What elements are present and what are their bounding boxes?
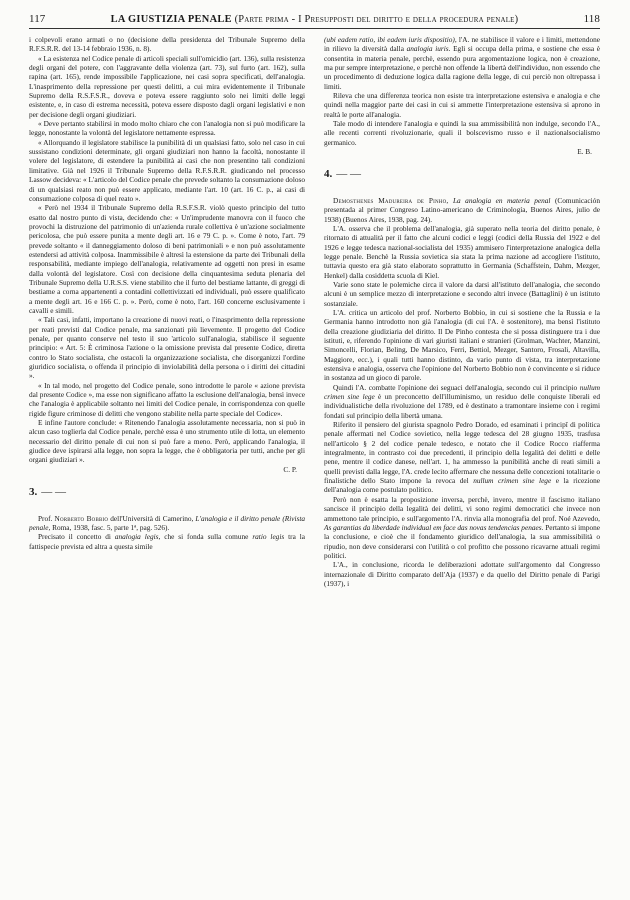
journal-name: (Rivista penale,	[29, 513, 306, 532]
citation-paragraph	[29, 514, 305, 533]
text-run: , l'A. ne stabilisce il valore e i limiti, mettendone in rilievo la diversità dalla	[324, 35, 600, 54]
citation-paragraph	[324, 196, 600, 224]
paragraph	[324, 35, 600, 91]
italic-term: As garantias da liberdade individual em face das novas tendencias penaes	[324, 522, 542, 532]
italic-term: (ubi eadem ratio, ibi eadem iuris dispositio)	[324, 35, 455, 44]
paragraph: « Però nel 1934 il Tribunale Supremo della R.S.F.S.R. violò questo principio del tutto esatto dal nostro punto di vista, decidendo che: « Un'imprudente manovra con il fuoco che provochi la distruzione del patrimonio di un'azienda rurale collettiva è un'azione socialmente pericolosa, che può essere punita a mente degli art. 16 e 79 C. p. ». Come è noto, l'art. 79 prevede soltanto « il danneggiamento doloso di beni patrimoniali » e non può assolutamente estendersi ad attività colposa. Inammissibile è altresì la estensione da parte dei Tribunali della responsabilità, mediante impiego dell'analogia, relativamente ad oggetti non presi in esame dalla volontà del legislatore. Così con decisione della cinquantesima seduta plenaria del Tribunale Supremo della U.R.S.S. viene stabilito che il furto del bestiame lattante, di greggi di bestiame a corna appartenenti a contadini collettivizzati ed individuali, può essere qualificato a mente degli art. 16 e 166 C. p. ». Però, come è noto, l'art. 160 concerne esclusivamente i cavalli e simili.	[29, 203, 305, 315]
italic-term: ratio legis	[252, 532, 285, 542]
author-name: Demosthenes Madureira de Pinho,	[333, 195, 449, 205]
journal-section: (Parte prima - I Presupposti del diritto e della procedura penale)	[234, 14, 519, 25]
paragraph	[324, 495, 600, 560]
page-number-right: 118	[583, 13, 600, 25]
author-name: Norberto Bobbio	[54, 513, 109, 523]
text-run: Riferito il pensiero del giurista spagnolo Pedro Dorado, ed esaminati i principî di politica penale affermati nel Codice sovietico, nella legge tedesca del 28 giugno 1935, trasfusa nell'articolo § 2 del codice penale tedesco, e notato che il Codice Rocco riafferma integralmente, in contrasto coi due precedenti, il principio della legalità dei delitti e delle pene, mentre il codice danese, nell'art. 1, ha ammesso la punibilità anche di reati simili a quelli previsti dalla legge, l'A. crede lecito affermare che nessuna delle concezioni totalitarie o finalistiche dello Stato impone la revoca del	[324, 420, 600, 486]
italic-term: analogia legis	[114, 532, 159, 542]
section-dash: — —	[336, 168, 361, 181]
left-column	[29, 35, 305, 588]
citation-text: dell'Università di Camerino,	[110, 513, 194, 523]
text-run: . Egli si occupa della prima, e sostiene che essa è consentita in materia penale, perchè, essendo pura argomentazione logica, non è creazione, ma pur sempre interpretazione, e perchè non offende la libertà dell'individuo, non essendo che un procedimento di deduzione logica dalla ragione della legge, di cui perciò non oltrepassa i limiti.	[324, 44, 601, 91]
text-run: Quindi l'A. combatte l'opinione dei seguaci dell'analogia, secondo cui il principio	[333, 382, 578, 392]
signature: C. P.	[283, 464, 297, 474]
paragraph: L'A. critica un articolo del prof. Norberto Bobbio, in cui si sostiene che la Russia e la Germania hanno introdotto non già l'analogia (di cui l'A. è sostenitore), ma bensì l'istituto della creazione giudiziaria del diritto. Il De Pinho contesta che si possa distinguere tra i due istituti, e, riferendo l'opinione di vari giuristi italiani e stranieri (Grolman, Wachter, Manzini, Simoncelli, Florian, Beling, De Marsico, Ferri, Bettiol, Mezger, Santoro, Frosali, Altavilla, Maggiore, ecc.), i quali tutti hanno distinto, da vario punto di vista, tra interpretazione estensiva e analogia, osserva che l'opinione del Norberto Bobbio non è convincente e si riduce in sostanza ad un gioco di parole.	[324, 307, 600, 383]
journal-title: LA GIUSTIZIA PENALE	[110, 14, 232, 25]
text-run: tra la fattispecie prevista ed altra a questa simile	[29, 532, 306, 551]
text-run: . Pertanto si impone la conclusione, e cioè che il fondamento giuridico dell'analogia, la sua ammissibilità o ripudio, non deve considerarsi con l'utilità o col profitto che possono ricavarne attuali regimi politici.	[324, 522, 601, 560]
article-title: La analogia en materia penal	[452, 195, 551, 205]
section-dash: — —	[41, 486, 66, 499]
section-heading-3	[29, 488, 305, 497]
paragraph: i colpevoli erano armati o no (decisione della presidenza del Tribunale Supremo della R.F.S.R.R. del 13-14 febbraio 1936, n. 8).	[29, 35, 305, 54]
section-number: 3.	[29, 486, 38, 499]
paragraph: Tale modo di intendere l'analogia e quindi la sua ammissibilità non indulge, secondo l'A., alle recenti correnti rivoluzionarie, quali il bolscevismo russo e il nazionalsocialismo germanico.	[324, 119, 600, 147]
paragraph	[29, 532, 305, 551]
article-title: L'analogia e il diritto penale	[195, 513, 281, 523]
paragraph: « Allorquando il legislatore stabilisce la punibilità di un qualsiasi fatto, solo nel caso in cui sussistano condizioni determinate, gli organi giudiziari non hanno la facoltà, nonostante il volere del legislatore, di estendere la punibilità ai casi che non presentino tali condizioni limitative. Già nel 1926 il Tribunale Supremo della R.F.S.R.R. giudicando nel processo Lassow decideva: « L'articolo del Codice penale che prevede soltanto la consumazione doloso di un qualsiasi reato non può essere applicato, mediante l'art. 10 (art. 16 C. p., ai casi di consumazione colposa di quel reato ».	[29, 137, 305, 203]
citation-text: Roma, 1938, fasc. 5, parte 1ª, pag. 526).	[52, 522, 170, 532]
paragraph: L'A. osserva che il problema dell'analogia, già superato nella teoria del diritto penale, è ritornato di attualità per il fatto che alcuni codici e leggi (codici della Russia del 1922 e del 1926 e legge tedesca nazional-socialista del 1935) ammisero l'interpretazione analogica della legge penale. Benchè la Russia sovietica sia stata la prima nazione ad accogliere l'istituto, tuttavia questo era già stato elaborato soprattutto in Germania (Schaffstein, Dahm, Mezger, Henkel) dalla cosiddetta scuola di Kiel.	[324, 223, 600, 280]
running-title	[111, 14, 519, 25]
right-column	[324, 35, 600, 588]
paragraph: « La esistenza nel Codice penale di articoli speciali sull'omicidio (art. 136), sulla resistenza degli organi del potere, con l'aggravante della violenza (art. 73), sul furto (art. 162), sulla rapina (art. 165), rende impossibile l'applicazione, nei casi sopra specificati, dell'analogia. L'inasprimento della repressione per questi delitti, a cui mira evidentemente il Tribunale Supremo della R.S.F.S.R., doveva e poteva essere raggiunto solo nei limiti delle leggi esistente, e, in caso di estrema necessità, poteva essere disposto dagli organi legislativi e non per decisione degli organi giudiziari.	[29, 53, 305, 119]
paragraph	[324, 383, 600, 420]
paragraph: L'A., in conclusione, ricorda le deliberazioni adottate sull'argomento dal Congresso internazionale di Diritto comparato dell'Aja (1937) e da quello del Diritto penale di Parigi (1937), i	[324, 560, 600, 588]
italic-term: analogia iuris	[406, 44, 449, 54]
citation-text: (Comunicación presentada al primer Congreso Latino-americano de Criminología, Buenos Aires, julio de 1938) (Buenos Aires, 1938, pag. 24).	[324, 195, 600, 224]
paragraph: « Deve pertanto stabilirsi in modo molto chiaro che con l'analogia non si può modificare la legge, nonostante la volontà del legislatore nettamente espressa.	[29, 119, 305, 138]
paragraph	[324, 420, 600, 495]
paragraph: Varie sono state le polemiche circa il valore da darsi all'istituto dell'analogia, che secondo alcuni è un semplice mezzo di interpretazione e secondo altri invece (Battaglini) è un istituto sostanziale.	[324, 279, 600, 308]
text-columns	[29, 35, 600, 588]
section-number: 4.	[324, 168, 333, 181]
text-run: Però non è esatta la proposizione inversa, perchè, invero, mentre il fascismo italiano sancisce il principio della legalità dei delitti, vi sono regimi democratici che invece non ammettono tale principio, e sull'argomento l'A. rinvia alla monografia del prof. Noé Azevedo,	[324, 494, 600, 523]
text-run: , che si fonda sulla comune	[158, 532, 249, 542]
running-header	[29, 13, 600, 29]
paragraph: E infine l'autore conclude: « Ritenendo l'analogia assolutamente necessaria, non si può in alcun caso toglierla dal Codice penale, perchè essa è uno strumento utile di lotta, un elemento necessario del diritto penale di cui non si può fare a meno. Però, applicando l'analogia, il giudice deve ispirarsi alla legge, non sopra la legge, che è obbligatoria per tutti, anche per gli organi giudiziari ».	[29, 418, 305, 465]
text-run: è un preconcetto dell'illuminismo, un residuo delle conquiste liberali ed individualistiche della rivoluzione del 1789, ed è destinato a tramontare insieme con i regimi fondati sul principio della libertà umana.	[324, 392, 600, 420]
italic-term: nullum crimen sine lege	[324, 382, 600, 402]
text-run: e la ricezione dell'analogia come postulato politico.	[324, 476, 601, 495]
page-number-left: 117	[29, 13, 46, 25]
paragraph: Rileva che una differenza teorica non esiste tra interpretazione estensiva e analogia e che quindi nella maggior parte dei casi in cui si ammette l'interpretazione estensiva si aprono in realtà le porte all'analogia.	[324, 91, 600, 119]
paragraph: « In tal modo, nel progetto del Codice penale, sono introdotte le parole « azione prevista dal presente Codice », ma esse non significano affatto la esclusione dell'analogia, bensì invece che l'analogia è applicabile soltanto nei limiti del Codice penale, in corrispondenza con quelle rigide figure criminose di delitti che vengono stabilite nella parte speciale del Codice».	[29, 380, 305, 418]
citation-prefix: Prof.	[38, 513, 53, 523]
text-run: Precisato il concetto di	[38, 532, 111, 542]
section-heading-4	[324, 170, 600, 179]
paragraph: « Tali casi, infatti, importano la creazione di nuovi reati, o l'inasprimento della repressione per reati previsti dal Codice penale, ma sanzionati più lievemente. Il progetto del Codice penale, per quanto conserve nel testo il suo 'articolo sull'analogia, stabilisce il seguente principio: « Art. 5: È criminosa l'azione o la omissione prevista dal presente Codice, diretta contro lo Stato socialista, che ostacoli la organizzazione socialista, che disorganizzi l'ordine giuridico socialista, o offenda il principio di inviolabilità della persona o i diritti dei cittadini ».	[29, 315, 305, 381]
signature: E. B.	[577, 147, 592, 157]
italic-term: nullum crimen sine lege	[473, 476, 552, 486]
